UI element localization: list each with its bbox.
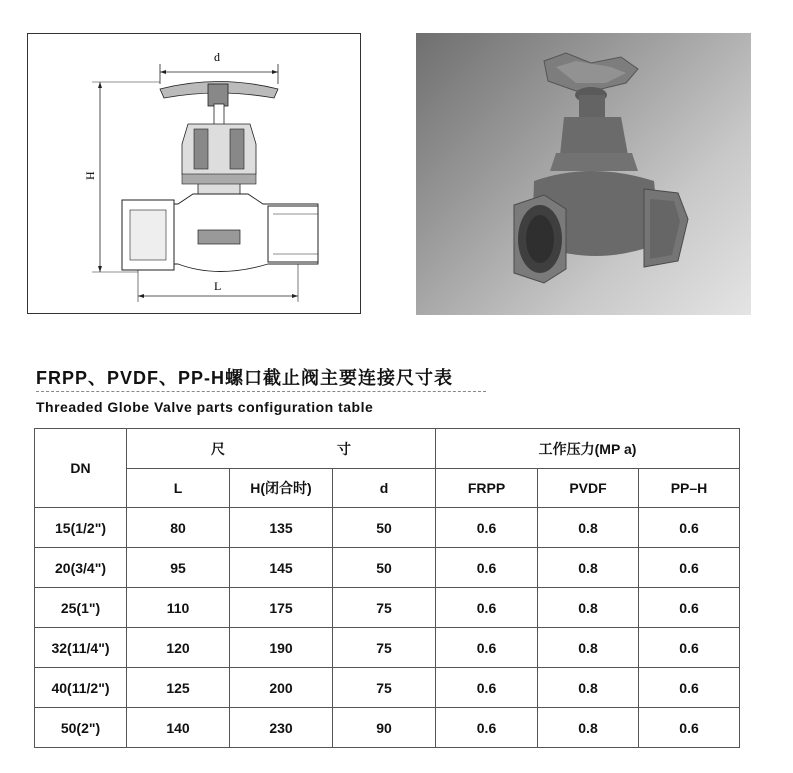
- cell-l: 95: [127, 548, 230, 588]
- cell-l: 110: [127, 588, 230, 628]
- header-pressure: 工作压力(MP a): [436, 429, 740, 469]
- cell-d: 75: [333, 628, 436, 668]
- cell-d: 50: [333, 508, 436, 548]
- table-row: [35, 508, 740, 548]
- table-header-row: [35, 429, 740, 469]
- cell-h: 145: [230, 548, 333, 588]
- subheader-pvdf: PVDF: [538, 469, 639, 508]
- cell-pvdf: 0.8: [538, 508, 639, 548]
- subheader-h: H(闭合时): [230, 469, 333, 508]
- table-row: [35, 668, 740, 708]
- cell-frpp: 0.6: [436, 548, 538, 588]
- cell-l: 140: [127, 708, 230, 748]
- cell-pph: 0.6: [639, 668, 740, 708]
- dimension-h-label: H: [83, 171, 97, 180]
- cell-h: 230: [230, 708, 333, 748]
- cell-pph: 0.6: [639, 588, 740, 628]
- subheader-pph: PP–H: [639, 469, 740, 508]
- cell-frpp: 0.6: [436, 508, 538, 548]
- cell-pph: 0.6: [639, 548, 740, 588]
- table-row: [35, 708, 740, 748]
- cell-h: 190: [230, 628, 333, 668]
- cell-pvdf: 0.8: [538, 588, 639, 628]
- cell-d: 90: [333, 708, 436, 748]
- cell-pph: 0.6: [639, 628, 740, 668]
- header-dn: DN: [35, 429, 127, 508]
- cell-pvdf: 0.8: [538, 548, 639, 588]
- cell-l: 120: [127, 628, 230, 668]
- dimension-table: [34, 428, 740, 748]
- cell-dn: 32(11/4"): [35, 628, 127, 668]
- globe-valve-icon: [416, 33, 751, 315]
- subheader-frpp: FRPP: [436, 469, 538, 508]
- cell-frpp: 0.6: [436, 628, 538, 668]
- cell-d: 50: [333, 548, 436, 588]
- dimension-l-label: L: [214, 279, 222, 293]
- cell-h: 175: [230, 588, 333, 628]
- table-row: [35, 548, 740, 588]
- cell-dn: 40(11/2"): [35, 668, 127, 708]
- cell-frpp: 0.6: [436, 708, 538, 748]
- cell-dn: 15(1/2"): [35, 508, 127, 548]
- cell-pvdf: 0.8: [538, 628, 639, 668]
- table-subheader-row: [35, 469, 740, 508]
- header-size: [127, 429, 436, 469]
- technical-drawing: [27, 33, 361, 314]
- title-divider: [36, 391, 486, 392]
- cell-d: 75: [333, 668, 436, 708]
- cell-dn: 50(2"): [35, 708, 127, 748]
- subheader-d: d: [333, 469, 436, 508]
- cell-pvdf: 0.8: [538, 708, 639, 748]
- table-title-cn: FRPP、PVDF、PP-H螺口截止阀主要连接尺寸表: [36, 368, 454, 388]
- cell-l: 80: [127, 508, 230, 548]
- header-size-char-2: 寸: [337, 440, 351, 457]
- table-row: [35, 628, 740, 668]
- cell-l: 125: [127, 668, 230, 708]
- table-row: [35, 588, 740, 628]
- cell-h: 135: [230, 508, 333, 548]
- cell-dn: 20(3/4"): [35, 548, 127, 588]
- table-title-en: Threaded Globe Valve parts configuration table: [36, 399, 374, 415]
- cell-frpp: 0.6: [436, 668, 538, 708]
- cell-dn: 25(1"): [35, 588, 127, 628]
- cell-pph: 0.6: [639, 508, 740, 548]
- cell-h: 200: [230, 668, 333, 708]
- cell-pvdf: 0.8: [538, 668, 639, 708]
- product-photo: [416, 33, 751, 315]
- cell-frpp: 0.6: [436, 588, 538, 628]
- header-size-char-1: 尺: [211, 440, 225, 457]
- valve-drawing-icon: [28, 34, 362, 315]
- dimension-d-label: d: [214, 50, 220, 64]
- subheader-l: L: [127, 469, 230, 508]
- cell-pph: 0.6: [639, 708, 740, 748]
- cell-d: 75: [333, 588, 436, 628]
